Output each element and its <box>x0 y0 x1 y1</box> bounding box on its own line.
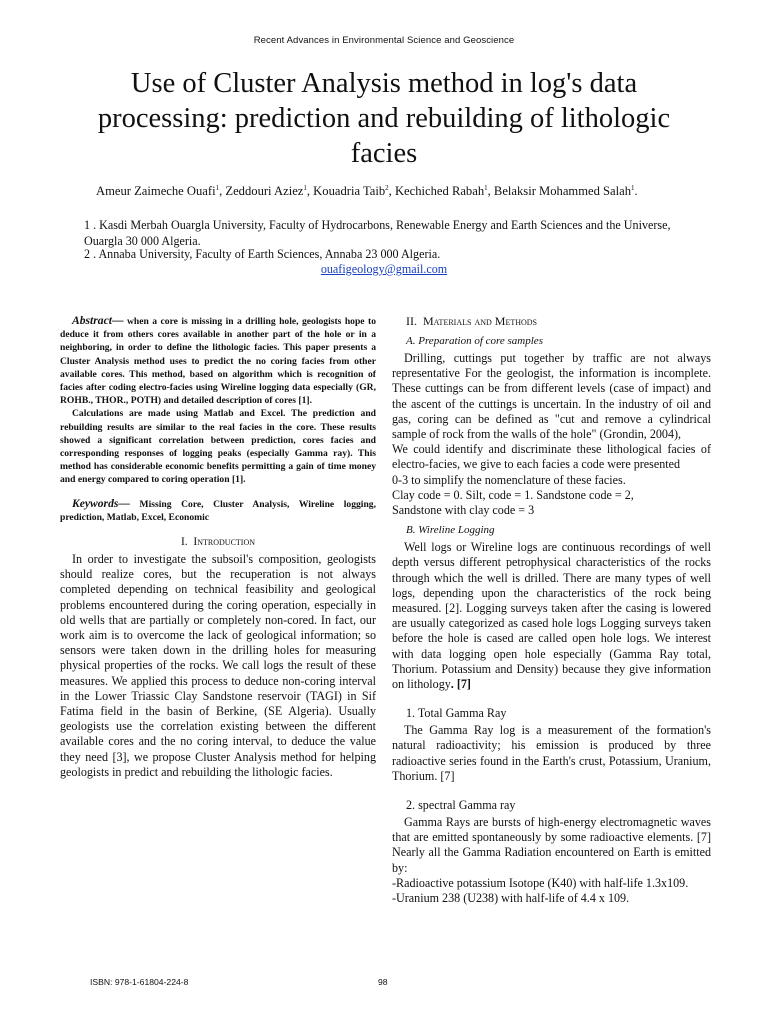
isbn-footer: ISBN: 978-1-61804-224-8 <box>90 977 189 987</box>
core-samples-line-4: Clay code = 0. Silt, code = 1. Sandstone code = 2, <box>392 487 634 502</box>
total-gamma-ray-paragraph: The Gamma Ray log is a measurement of the formation's natural radioactivity; his emission is produced by three radioactive series found in the Earth's crust, Potassium, Uranium, Thorium. [7] <box>392 723 711 783</box>
subsection-heading-core-samples: A. Preparation of core samples <box>406 335 543 347</box>
section-heading-methods: II. Materials and Methods <box>406 314 538 328</box>
affiliation-1: 1 . Kasdi Merbah Ouargla University, Faculty of Hydrocarbons, Renewable Energy and Earth Sciences and the Universe, Ouargla 30 000 Algeria. <box>84 218 671 248</box>
abstract-label: Abstract— <box>72 314 124 327</box>
uranium-line: -Uranium 238 (U238) with half-life of 4.4 x 109. <box>392 891 630 906</box>
introduction-paragraph: In order to investigate the subsoil's composition, geologists should realize cores, but the recuperation is not always completed depending on technical feasibility and geological problems encountered during the coring operation, especially in old wells that are partially or completely non-cored. In fact, our work aim is to overcome the lack of geological information; so sensors were taken down in the drilling holes for measuring physical properties of the rocks. We call logs the result of these measures. We applied this process to deduce non-coring interval in the Lower Triassic Clay Sandstone reservoir (TAGI) in Sif Fatima field in the basin of Berkine, (SE Algeria). Usually geologists use the correlation existing between the different available cores and the no coring interval, to deduce the value they need [3], we propose Cluster Analysis method for helping geologists in predict and rebuilding the lithologic facies. <box>60 552 376 779</box>
author-4: Kechiched Rabah <box>394 184 485 198</box>
abstract-paragraph-2: Calculations are made using Matlab and Excel. The prediction and rebuilding results are similar to the real facies in the core. These results showed a significant correlation between prediction, cores facies and corresponding responses of logging peaks (especially Gamma ray). This method has considerable economic benefits permitting a gain of time money and energy compared to coring operation [1]. <box>60 408 376 486</box>
wireline-logging-paragraph: Well logs or Wireline logs are continuous recordings of well depth versus different petrophysical characteristics of the rocks through which the well is drilled. There are many types of well logs, depending upon the characteristics of the rock being measured. [2]. Logging surveys taken after the casing is lowered are usually categorized as cased hole logs Logging surveys taken before the hole is cased are called open hole logs. We interest with data logging open hole especially (Gamma Ray total, Thorium. Potassium and Density) because they give information on lithology. [7] <box>392 540 711 692</box>
subsection-heading-wireline-logging: B. Wireline Logging <box>406 524 495 537</box>
potassium-line: -Radioactive potassium Isotope (K40) with half-life 1.3x109. <box>392 875 689 890</box>
keywords-label: Keywords— <box>72 496 130 510</box>
left-column <box>60 314 376 780</box>
core-samples-line-3: 0-3 to simplify the nomenclature of these facies. <box>392 472 626 487</box>
abstract-paragraph: Abstract— when a core is missing in a drilling hole, geologists hope to deduce it from others cores available in another part of the hole or in a neighboring, in order to define the lithologic facies. This paper presents a Cluster Analysis method uses to predict the no coring facies from other available cores. This method, based on algorithm which is recognition of facies after coding electro-facies using Wireline logging data especially (GR, ROHB., THOR., POTH) and detailed description of cores [1]. <box>60 314 376 407</box>
contact-email-link[interactable]: ouafigeology@gmail.com <box>320 262 448 276</box>
page-number: 98 <box>378 977 388 987</box>
running-header: Recent Advances in Environmental Science and Geoscience <box>253 35 515 46</box>
affiliation-2: 2 . Annaba University, Faculty of Earth Sciences, Annaba 23 000 Algeria. <box>84 247 441 261</box>
author-5: Belaksir Mohammed Salah <box>493 184 632 198</box>
core-samples-paragraph: Drilling, cuttings put together by traffic are not always representative For the geologist, the information is incomplete. These cuttings can be from different levels (case of impact) and the ascent of the cuttings is uncertain. In the industry of oil and gas, coring can be defined as "cut and remove a cylindrical sample of rock from the walls of the hole" (Grondin, 2004), <box>392 351 711 442</box>
section-heading-introduction: I. Introduction <box>180 536 256 549</box>
item-heading-total-gamma-ray: 1. Total Gamma Ray <box>406 706 507 721</box>
author-2: Zeddouri Aziez <box>225 184 304 198</box>
author-1: Ameur Zaimeche Ouafi <box>96 184 216 198</box>
keywords-paragraph: Keywords— Missing Core, Cluster Analysis, Wireline logging, prediction, Matlab, Excel, Economic <box>60 496 376 523</box>
core-samples-line-2: We could identify and discriminate these lithological facies of electro-facies, we give to each facies a code were presented <box>392 442 711 472</box>
author-list: Ameur Zaimeche Ouafi$^1$, Zeddouri Aziez$^1$, Kouadria Taib$^2$, Kechiched Rabah$^1$, Belaksir Mohammed Salah$^1$. <box>96 183 638 198</box>
author-3: Kouadria Taib <box>313 184 386 198</box>
core-samples-line-5: Sandstone with clay code = 3 <box>392 503 535 518</box>
right-column <box>392 314 711 906</box>
item-heading-spectral-gamma-ray: 2. spectral Gamma ray <box>406 798 516 813</box>
spectral-gamma-ray-paragraph: Gamma Rays are bursts of high-energy electromagnetic waves that are emitted spontaneously by some radioactive elements. [7] Nearly all the Gamma Radiation encountered on Earth is emitted by: <box>392 815 711 875</box>
paper-title: Use of Cluster Analysis method in log's data processing: prediction and rebuilding of lithologic facies <box>97 68 671 169</box>
